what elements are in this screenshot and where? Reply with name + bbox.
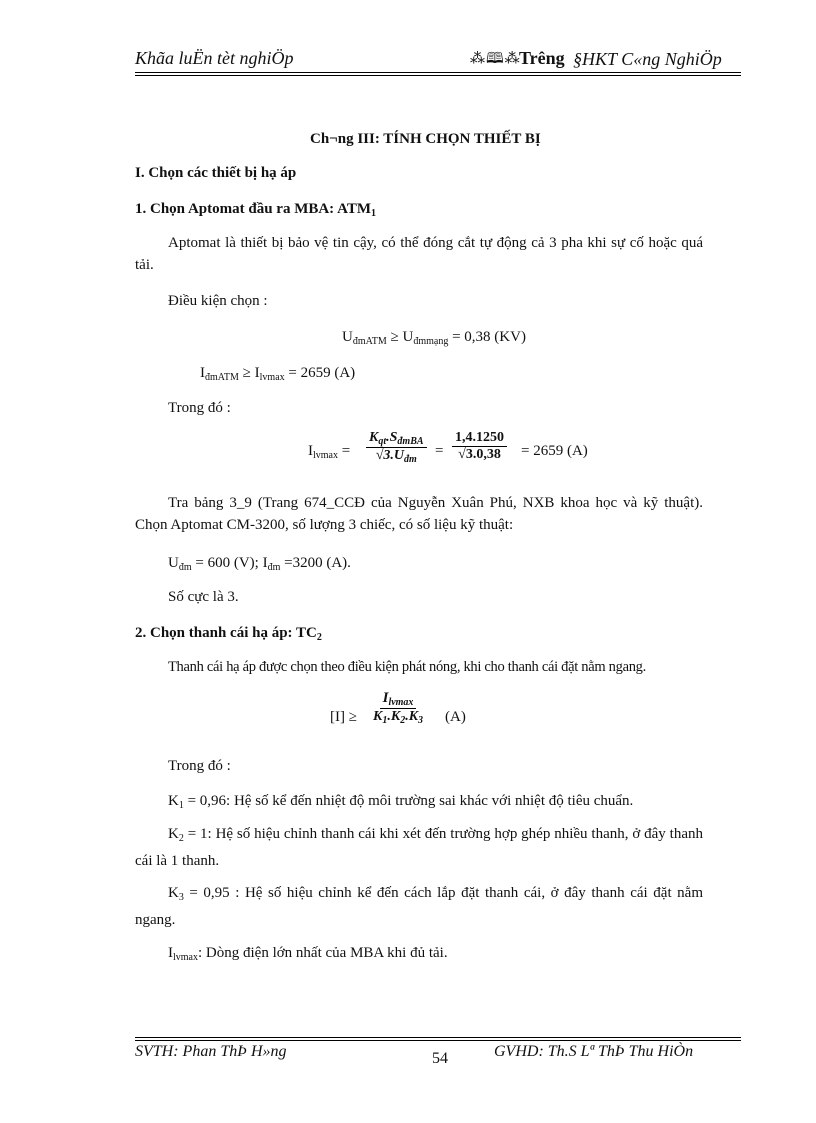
- fraction-numeric: $\frac{1,4.1250}{√3.0,38}$: [452, 430, 507, 463]
- header-left: Khãa luËn tèt nghiÖp: [135, 48, 294, 68]
- paragraph-aptomat: Aptomat là thiết bị bảo vệ tin cậy, có thể đóng cắt tự động cả 3 pha khi sự cố hoặc quá tải.: [135, 235, 703, 273]
- footer-advisor: GVHD: Th.S Lª ThÞ Thu HiÒn: [494, 1043, 694, 1060]
- header-rule-2: [135, 75, 741, 76]
- section-heading: I. Chọn các thiết bị hạ áp: [135, 165, 297, 181]
- fraction-symbolic: $K_{qt}.S_{đmBA}$ $√3.U_{đm}$: [366, 430, 427, 465]
- equation-current: $I_{đmATM} \ge I_{lvmax} = 2659$ (A): [200, 365, 356, 383]
- equation-voltage: $U_{đmATM} \ge U_{đmmạng} = 0,38$ (KV): [342, 329, 526, 347]
- page-header: [135, 46, 740, 72]
- subsection-heading-2: 2. Chọn thanh cái hạ áp: $TC_2$: [135, 625, 322, 643]
- equation-ilvmax-lhs: $I_{lvmax}$ =: [308, 443, 351, 461]
- k3-definition: $K_3 = 0,95$ : Hệ số hiệu chỉnh kể đến cách lắp đặt thanh cái, ở đây thanh cái đặt nằm ngang.: [135, 885, 703, 928]
- page-number: 54: [432, 1050, 448, 1067]
- where-label-2: Trong đó :: [168, 758, 231, 774]
- header-right: §HKT C«ng NghiÖp: [573, 49, 722, 69]
- equation-ilvmax-result: = 2659 (A): [521, 443, 588, 459]
- paragraph-busbar: Thanh cái hạ áp được chọn theo điều kiện phát nóng, khi cho thanh cái đặt nằm ngang.: [168, 659, 646, 675]
- header-rule: [135, 72, 741, 73]
- pole-count: Số cực là 3.: [168, 589, 239, 605]
- equation-busbar-lhs: [I] ≥: [330, 709, 357, 725]
- k2-definition: $K_2 = 1$: Hệ số hiệu chỉnh thanh cái khi xét đến trường hợp ghép nhiều thanh, ở đây thanh cái là 1 thanh.: [135, 826, 703, 869]
- header-ornament: ⁂🕮⁂: [470, 51, 521, 67]
- footer-rule: [135, 1037, 741, 1038]
- chapter-title: Ch¬ng III: TÍNH CHỌN THIẾT BỊ: [310, 131, 541, 147]
- ilvmax-definition: $I_{lvmax}$: Dòng điện lớn nhất của MBA khi đủ tải.: [168, 945, 448, 963]
- equation-busbar-unit: (A): [445, 709, 466, 725]
- aptomat-specs: $U_{đm} = 600$ (V); $I_{đm} =3200$ (A).: [168, 555, 351, 573]
- subsection-heading-1: 1. Chọn Aptomat đầu ra MBA: $ATM_1$: [135, 201, 376, 219]
- footer-rule-2: [135, 1040, 741, 1041]
- where-label-1: Trong đó :: [168, 400, 231, 416]
- header-right-bold: Trêng: [519, 48, 565, 68]
- footer-student: SVTH: Phan ThÞ H»ng: [135, 1043, 287, 1060]
- condition-label: Điều kiện chọn :: [168, 293, 268, 309]
- k1-definition: $K_1 = 0,96$: Hệ số kể đến nhiệt độ môi trường sai khác với nhiệt độ tiêu chuẩn.: [168, 793, 634, 811]
- paragraph-table-lookup: Tra bảng 3_9 (Trang 674_CCĐ của Nguyễn Xuân Phú, NXB khoa học và kỹ thuật). Chọn Aptomat CM-3200, số lượng 3 chiếc, có số liệu kỹ thuật:: [135, 495, 703, 533]
- fraction-busbar: $I_{lvmax}$ $K_1.K_2.K_3$: [373, 690, 424, 726]
